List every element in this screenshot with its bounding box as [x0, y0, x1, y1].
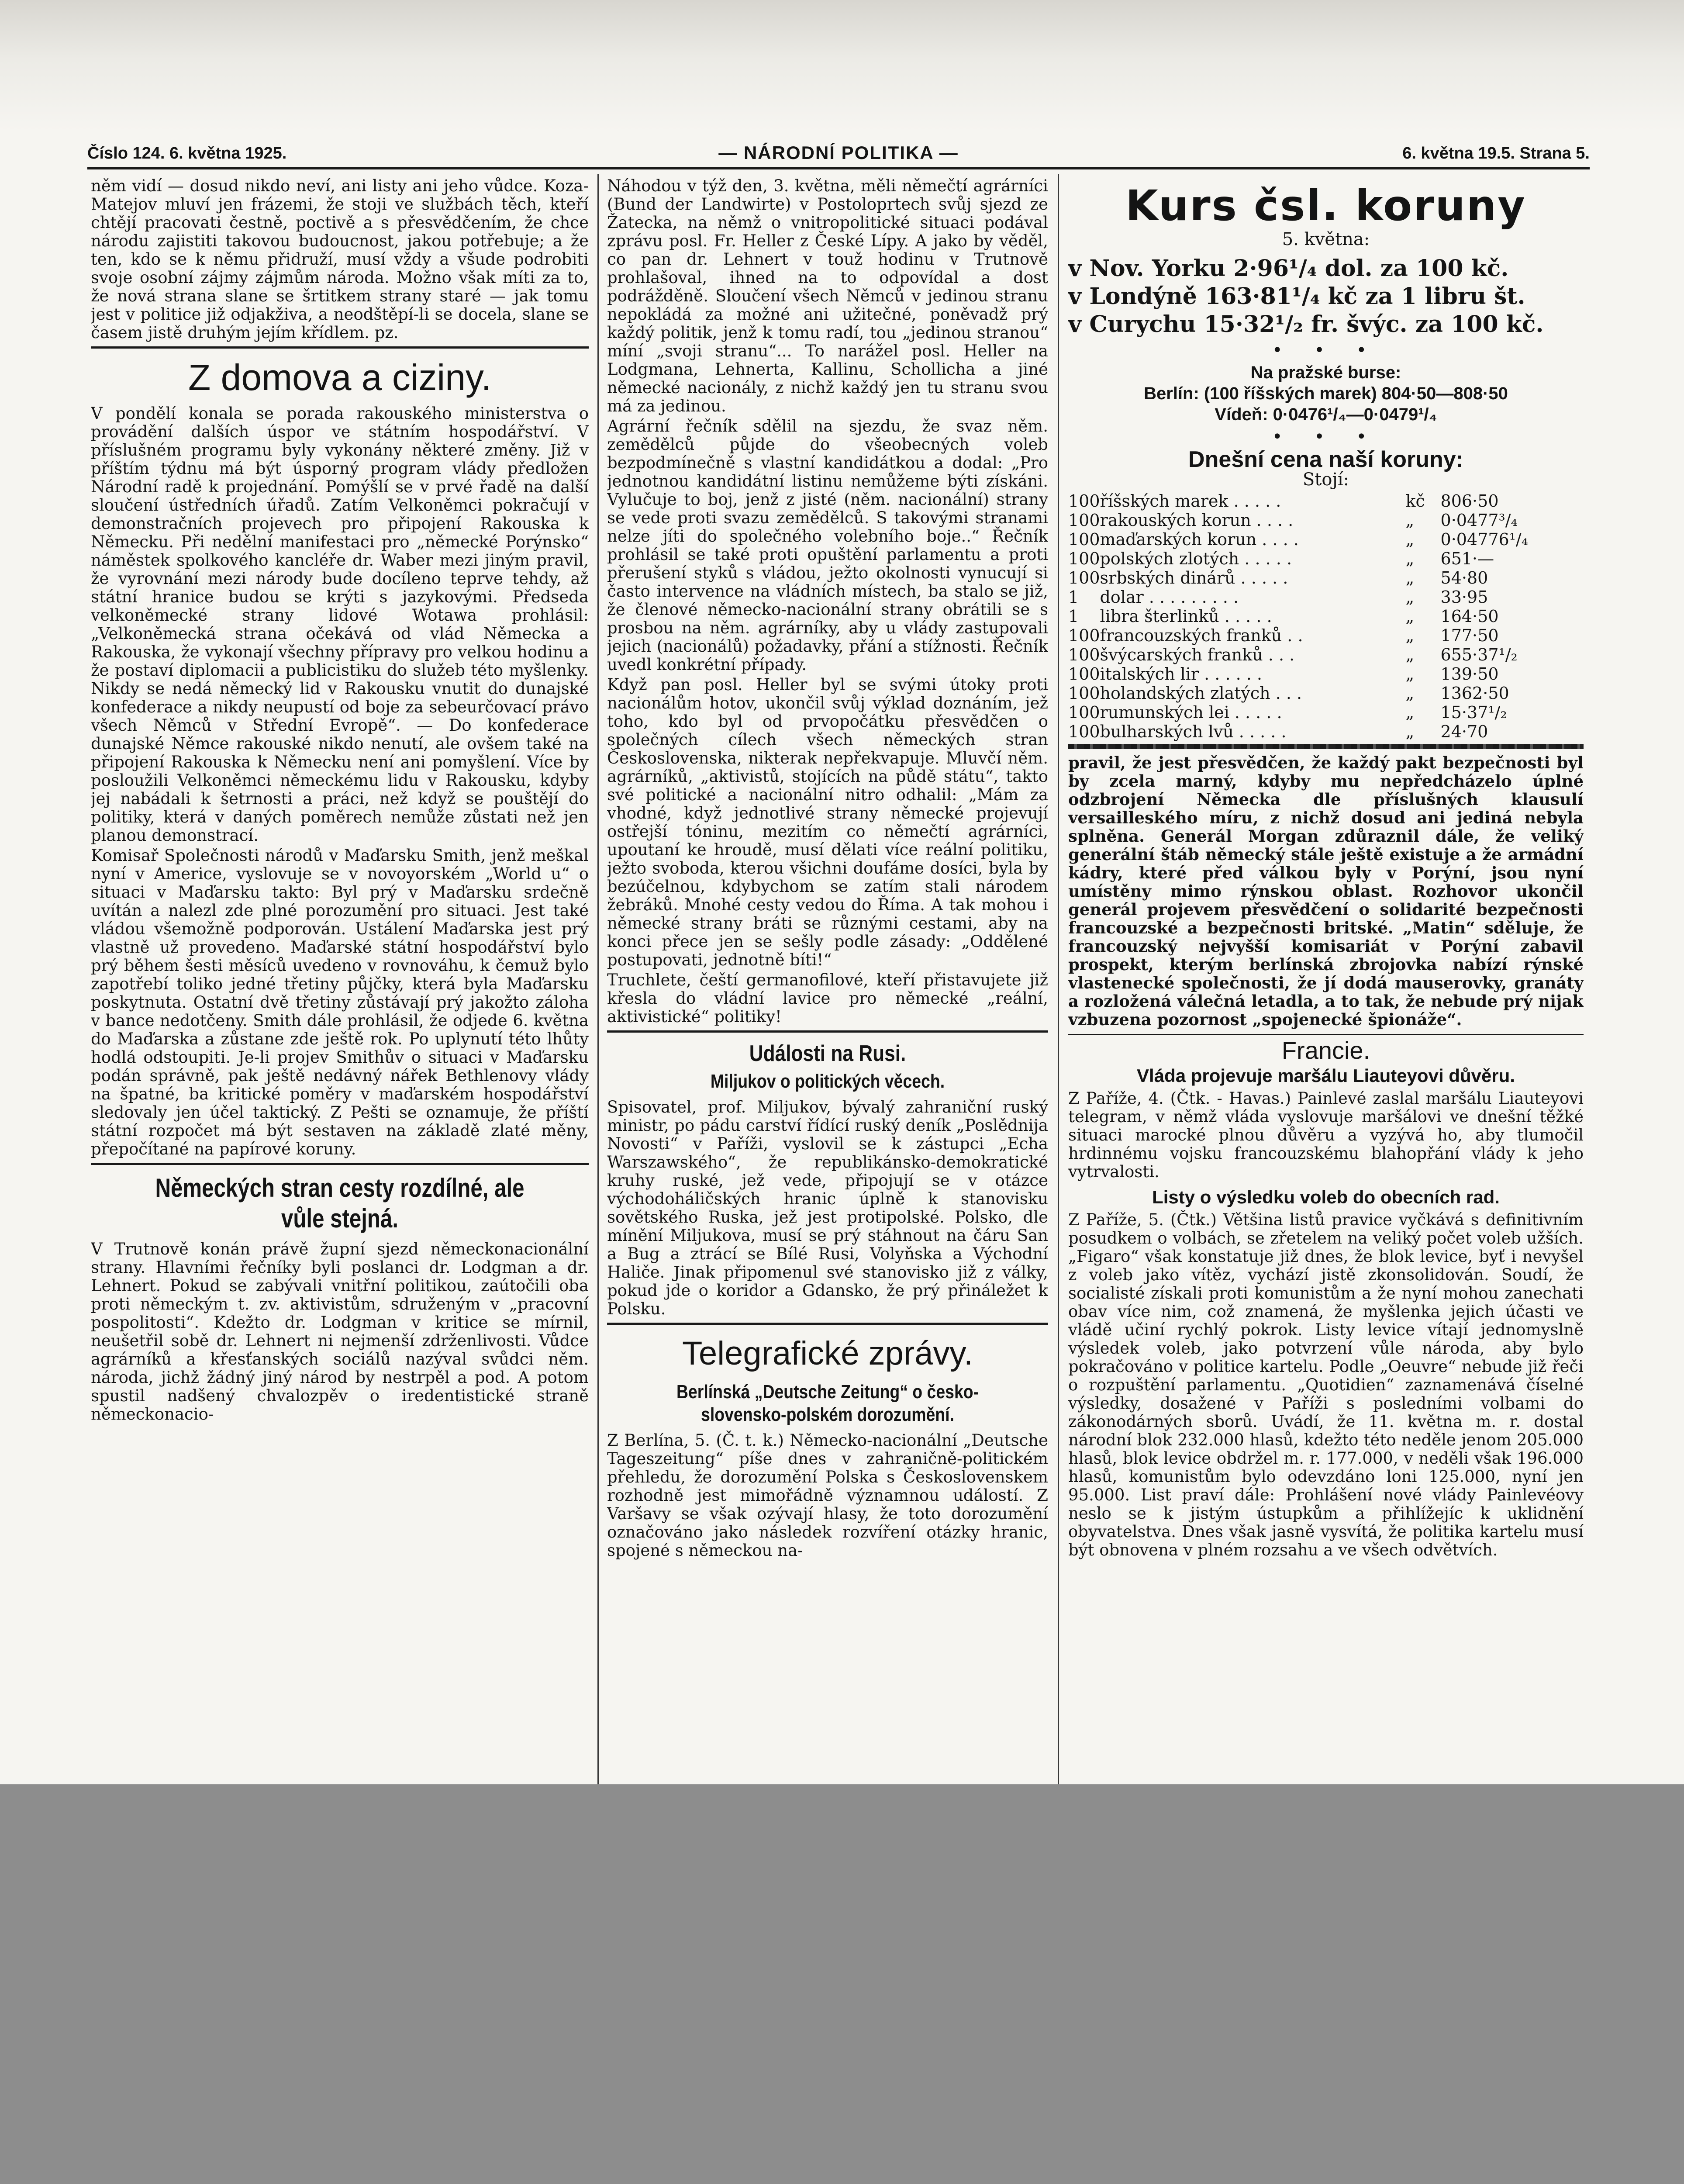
article-headline: Listy o výsledku voleb do obecních rad. — [1152, 1187, 1500, 1207]
column-right — [1068, 177, 1584, 1784]
currency-name: dolar . . . . . . . . . — [1100, 587, 1239, 607]
column-divider — [597, 174, 599, 1784]
currency-value: 54·80 — [1440, 568, 1488, 587]
currency-row — [1068, 722, 1584, 741]
burse-vienna: Vídeň: 0·0476¹/₄—0·0479¹/₄ — [1215, 405, 1437, 424]
currency-value: 1362·50 — [1440, 684, 1509, 703]
currency-value: 0·04776¹/₄ — [1440, 530, 1528, 549]
currency-row — [1068, 645, 1584, 664]
article-paragraph: Z Paříže, 4. (Čtk. - Havas.) Painlevé zaslal maršálu Liauteyovi telegram, v němž vláda vyslovuje maršálovi ve dnešní těžké situaci marocké plnou důvěru a vyzývá ho, aby tlumočil hrdinnému vojsku francouzskému blahopřání vlády k jeho vytrvalosti. — [1068, 1089, 1584, 1181]
scan-empty-area — [0, 1784, 1684, 2184]
dot-separator: • • • — [1272, 427, 1380, 447]
currency-table-subtitle: Stojí: — [1302, 470, 1349, 490]
section-divider — [91, 346, 589, 349]
currency-row — [1068, 568, 1584, 587]
page-number: 6. května 19.5. Strana 5. — [1402, 144, 1590, 162]
page-header — [87, 144, 1590, 166]
article-headline: Německých stran cesty rozdílné, ale vůle stejná. — [155, 1173, 525, 1233]
section-heading: Telegrafické zprávy. — [682, 1335, 973, 1372]
article-paragraph: Agrární řečník sdělil na sjezdu, že svaz něm. zemědělců půjde do všeobecných voleb bezpodmínečně s vlastní kandidátkou a dodal: „Pro jednotnou kandidátní listinu nemůžeme býti získáni. Vylučuje to boj, jenž z jisté (něm. nacionální) strany se vede proti svazu zemědělců. S takovými stranami nelze jíti do společného volebního boje..“ Řečník prohlásil se také proti opuštění parlamentu a proti přerušení styků s vládou, ježto okolnosti vynucují si často intervence na vládních místech, ba stalo se již, že členové německo-nacionální strany obrátili se s prosbou na něm. agrárníky, aby u vlády zastupovali jejich (nacionálů) požadavky, přání a stížnosti. Řečník uvedl konkrétní případy. — [607, 417, 1048, 674]
currency-amount: 100 — [1068, 549, 1100, 568]
currency-value: 15·37¹/₂ — [1440, 703, 1507, 722]
currency-amount: 100 — [1068, 568, 1100, 587]
currency-name: libra šterlinků . . . . . — [1100, 607, 1272, 626]
issue-number: Číslo 124. 6. května 1925. — [87, 144, 287, 162]
currency-amount: 100 — [1068, 511, 1100, 530]
article-paragraph: Z Paříže, 5. (Čtk.) Většina listů pravice vyčkává s definitivním posudkem o volbách, se zřetelem na veliký počet voleb užších. „Figaro“ však konstatuje již dnes, že blok levice, byť i nevyšel z voleb jako vítěz, vychází jistě zkonsolidován. Soudí, že socialisté získali proti komunistům a že nyní mohou zanechati obav více nim, což znamená, že myšlenka jejich účasti ve vládě učiní rychlý pokrok. Listy levice vítají jednomyslně výsledek voleb, jako potvrzení vůle národa, aby bylo pokračováno v politice kartelu. Podle „Oeuvre“ nebude již řeči o rozpuštění parlamentu. „Quotidien“ zaznamenává číselné výsledky, dosažené v Paříži s posledními volbami do zákonodárných sborů. Uvádí, že 11. května m. r. dostal národní blok 232.000 hlasů, kdežto této neděle jenom 205.000 hlasů, blok levice obdržel m. r. 177.000, v neděli však 196.000 hlasů, komunistům bylo odevzdáno loni 125.000, nyní jen 95.000. List praví dále: Prohlášení nové vlády Painlevéovy neslo se k jistým ústupkům a přihlížejíc k uklidnění obyvatelstva. Dnes však jasně vysvítá, že politika kartelu musí být obnovena v plném rozsahu a ve všech odvětvích. — [1068, 1210, 1584, 1559]
currency-value: 655·37¹/₂ — [1440, 645, 1518, 664]
section-divider — [607, 1323, 1048, 1325]
newspaper-title: — NÁRODNÍ POLITIKA — — [718, 142, 959, 163]
section-heading: Události na Rusi. — [749, 1041, 906, 1066]
currency-row — [1068, 664, 1584, 684]
rate-zurich: v Curychu 15·32¹/₂ fr. švýc. za 100 kč. — [1068, 311, 1544, 338]
currency-unit: „ — [1405, 549, 1415, 568]
currency-amount: 100 — [1068, 530, 1100, 549]
currency-value: 164·50 — [1440, 607, 1499, 626]
burse-berlin: Berlín: (100 říšských marek) 804·50—808·50 — [1144, 384, 1508, 403]
article-paragraph: Když pan posl. Heller byl se svými útoky proti nacionálům hotov, ukončil svůj výklad doznáním, jež toho, kdo byl od prvopočátku přesvědčen o společných cílech všech německých stran Československa, nikterak nepřekvapuje. Mluvčí něm. agrárníků, „aktivistů, stojících na půdě státu“, takto své politické a nacionální nitro odhalil: „Mám za vhodné, když jednotlivé strany německé projevují ostřejší tóninu, mezitím co němečtí agrárníci, upoutaní ke hroudě, musí dělati více reální politiku, ježto svoboda, kterou všichni doufáme dosíci, byla by bezúčelnou, kdybychom se zatím stali národem žebráků. Mnohé cesty vedou do Říma. A tak mohou i německé strany bráti se různými cestami, aby na konci přece jen se sešly podle zásady: „Oddělené postupovati, jednotně bíti!“ — [607, 675, 1048, 969]
article-paragraph: pravil, že jest přesvědčen, že každý pakt bezpečnosti byl by zcela marný, kdyby mu nepředcházelo úplné odzbrojení Německa dle příslušných klausulí versailleského míru, z nichž dosud ani jediná nebyla splněna. Generál Morgan zdůraznil dále, že veliký generální štáb německý stále ještě existuje a že armádní kádry, které před válkou byly v Porýní, jsou nyní umístěny mimo rýnskou oblast. Rozhovor ukončil generál projevem přesvědčení o solidarité bezpečnosti francouzské a bezpečnosti britské. „Matin“ sděluje, že francouzský nejvyšší komisariát v Porýní zabavil prospekt, kterým berlínská zbrojovka nabízí rýnské vlastenecké společnosti, že jí dodá mauserovky, granáty a rozložená válečná letadla, a to tak, že nebude prý nijak vzbuzena pozornost „spojenecké špionáže“. — [1068, 753, 1584, 1029]
currency-unit: „ — [1405, 530, 1415, 549]
currency-unit: „ — [1405, 684, 1415, 703]
currency-name: rumunských lei . . . . . — [1100, 703, 1282, 722]
dot-separator: • • • — [1272, 340, 1380, 360]
section-divider — [1068, 1034, 1584, 1035]
currency-amount: 1 — [1068, 587, 1079, 607]
column-middle — [607, 177, 1048, 1784]
burse-title: Na pražské burse: — [1250, 363, 1401, 382]
currency-amount: 100 — [1068, 491, 1100, 511]
currency-row — [1068, 626, 1584, 645]
currency-amount: 100 — [1068, 626, 1100, 645]
rate-london: v Londýně 163·81¹/₄ kč za 1 libru št. — [1068, 283, 1525, 310]
currency-name: rakouských korun . . . . — [1100, 511, 1294, 530]
currency-unit: „ — [1405, 626, 1415, 645]
currency-amount: 100 — [1068, 722, 1100, 741]
currency-row — [1068, 511, 1584, 530]
article-headline: Berlínská „Deutsche Zeitung“ o česko-slovensko-polském dorozumění. — [676, 1381, 979, 1425]
column-divider — [1058, 174, 1059, 1784]
exchange-rate-date: 5. května: — [1282, 229, 1370, 249]
article-paragraph: Spisovatel, prof. Miljukov, bývalý zahraniční ruský ministr, po pádu carství řídící ruský deník „Poslědnija Novosti“ v Paříži, vyslovil se k zástupci „Echa Warszawského“, že republikánsko-demokratické kruhy ruské, jež vede, připojují se v otázce východoháličských hranic úplně k stanovisku sovětského Ruska, jež jest protipolské. Polsko, dle mínění Miljukova, musí se prý stáhnout na čáru San a Bug a ztrácí se Bílé Rusi, Volyňska a Východní Haliče. Jinak připomenul své stanovisko již z války, pokud jde o koridor a Gdansko, že prý přináležet k Polsku. — [607, 1098, 1048, 1318]
currency-row — [1068, 530, 1584, 549]
currency-unit: „ — [1405, 587, 1415, 607]
article-paragraph: Náhodou v týž den, 3. května, měli němečtí agrárníci (Bund der Landwirte) v Postoloprtech svůj sjezd ze Žatecka, na němž o vnitropolitické situaci podával zprávu posl. Fr. Heller z České Lípy. A jako by věděl, co pan dr. Lehnert v touž hodinu v Trutnově prohlašoval, ihned na to odpovídal a dost podrážděně. Sloučení všech Němců v jedinou stranu nepokládá za možné ani užitečné, poněvadž prý každý politik, jenž k tomu radí, tou „jedinou stranou“ míní „svoji stranu“... To narážel posl. Heller na Lodgmana, Lehnerta, Kallinu, Schollicha a jiné německé nacionály, z nichž každý jen tu stranu svou má za jedinou. — [607, 177, 1048, 415]
currency-unit: „ — [1405, 607, 1415, 626]
currency-unit: „ — [1405, 645, 1415, 664]
section-divider — [607, 1030, 1048, 1033]
currency-unit: „ — [1405, 703, 1415, 722]
currency-value: 139·50 — [1440, 664, 1499, 684]
currency-name: polských zlotých . . . . . — [1100, 549, 1292, 568]
currency-name: říšských marek . . . . . — [1100, 491, 1281, 511]
article-paragraph: Komisař Společnosti národů v Maďarsku Smith, jenž meškal nyní v Americe, vyslovuje se v novoyorském „World u“ o situaci v Maďarsku takto: Byl prý v Maďarsku srdečně uvítán a nalezl zde plné porozumění pro situaci. Jest také vládou všemožně podporován. Ustálení Maďarska jest prý vlastně už provedeno. Maďarské státní hospodářství bylo prý během šesti měsíců uvedeno v rovnováhu, k čemuž bylo zapotřebí toliko jedné třetiny půjčky, která byla Maďarsku poskytnuta. Ostatní dvě třetiny zůstávají prý jakožto záloha v bance nedotčeny. Smith dále prohlásil, že odjede 6. května do Maďarska a zůstane zde ještě rok. Po uplynutí této lhůty hodlá odstoupiti. Je-li projev Smithův o situaci v Maďarsku podán správně, pak ještě nedávný nářek Bethlenovy vlády na špatné, ba kritické poměry v maďarském hospodářství sledovaly jen účel taktický. Z Pešti se oznamuje, že příští státní rozpočet má být sestaven na základě zlaté měny, přepočítané na papírové koruny. — [91, 846, 589, 1158]
currency-row — [1068, 587, 1584, 607]
currency-row — [1068, 703, 1584, 722]
currency-row — [1068, 549, 1584, 568]
currency-table — [1068, 491, 1584, 741]
currency-unit: kč — [1405, 491, 1425, 511]
currency-unit: „ — [1405, 511, 1415, 530]
article-paragraph: Z Berlína, 5. (Č. t. k.) Německo-nacionální „Deutsche Tageszeitung“ píše dnes v zahraničně-politickém přehledu, že dorozumění Polska s Československem rozhodně jest mimořádně významnou událostí. Z Varšavy se však ozývají hlasy, že toto dorozumění označováno jako následek rozvíření otázky hranic, spojené s německou na- — [607, 1431, 1048, 1560]
currency-amount: 100 — [1068, 645, 1100, 664]
currency-name: holandských zlatých . . . — [1100, 684, 1302, 703]
currency-amount: 100 — [1068, 703, 1100, 722]
currency-unit: „ — [1405, 722, 1415, 741]
currency-row — [1068, 607, 1584, 626]
section-heading: Z domova a ciziny. — [188, 357, 492, 398]
rate-new-york: v Nov. Yorku 2·96¹/₄ dol. za 100 kč. — [1068, 255, 1509, 282]
section-divider — [91, 1163, 589, 1165]
currency-value: 651·— — [1440, 549, 1494, 568]
article-paragraph: Truchlete, čeští germanofilové, kteří přistavujete již křesla do vládní lavice pro německé „reální, aktivistické“ politiky! — [607, 971, 1048, 1026]
currency-name: srbských dinárů . . . . . — [1100, 568, 1288, 587]
currency-row — [1068, 491, 1584, 511]
currency-name: maďarských korun . . . . — [1100, 530, 1299, 549]
currency-value: 0·0477³/₄ — [1440, 511, 1518, 530]
currency-amount: 100 — [1068, 664, 1100, 684]
article-headline: Vláda projevuje maršálu Liauteyovi důvěru. — [1137, 1065, 1515, 1086]
currency-value: 33·95 — [1440, 587, 1488, 607]
currency-unit: „ — [1405, 568, 1415, 587]
currency-row — [1068, 684, 1584, 703]
currency-value: 24·70 — [1440, 722, 1488, 741]
article-headline: Miljukov o politických věcech. — [710, 1071, 945, 1092]
article-paragraph: V pondělí konala se porada rakouského ministerstva o provádění dalších úspor ve státním hospodářství. V příslušném programu byly vykonány některé změny. Již v příštím týdnu má být úsporný program vlády předložen Národní radě k projednání. Pomýšlí se v prvé řadě na další sloučení ústředních úřadů. Zatím Velkoněmci pokračují v demonstračních projevech pro připojení Rakouska k Německu. Při nedělní manifestaci pro „německé Porýnsko“ náměstek spolkového kancléře dr. Waber mezi jiným pravil, že vyrovnání mezi národy bude docíleno teprve tehdy, až státní hranice budou se krýti s jazykovými. Předseda velkoněmecké strany lidové Wotawa prohlásil: „Velkoněmecká strana očekává od vlád Německa a Rakouska, že vykonají všechny přípravy pro velkou hodinu a že postaví diplomacii a publicistiku do služeb této myšlenky. Nikdy se nedá německý lid v Rakousku vnutit do dunajské konfederace a nikdy neupustí od boje za sebeurčovací právo všech Němců v Střední Evropě“. — Do konfederace dunajské Němce rakouské nikdo nenutí, ale ovšem také na připojení Rakouska k Německu není ani pomyšlení. Více by posloužili Velkoněmci německému lidu v Rakousku, kdyby jej nabádali k šetrnosti a práci, než když se pouštějí do politiky, která v daných poměrech nemůže zůstati než jen planou demonstrací. — [91, 404, 589, 845]
decorative-band — [1068, 744, 1584, 749]
exchange-rate-title: Kurs čsl. koruny — [1125, 181, 1526, 230]
currency-name: italských lir . . . . . . — [1100, 664, 1263, 684]
article-paragraph: V Trutnově konán právě župní sjezd německonacionální strany. Hlavními řečníky byli poslanci dr. Lodgman a dr. Lehnert. Pokud se zabývali vnitřní politikou, zaútočili oba proti německým t. zv. aktivistům, sdruženým v „pracovní pospolitosti“. Kdežto dr. Lodgman v kritice se mírnil, neušetřil sobě dr. Lehnert ni nejmenší zdrženlivosti. Vůdce agrárníků a křesťanských sociálů nazýval svůdci něm. národa, jichž žádný jiný národ by nestrpěl a pod. A potom spustil nadšený chvalozpěv o iredentistické straně německonacio- — [91, 1240, 589, 1424]
currency-amount: 100 — [1068, 684, 1100, 703]
currency-value: 177·50 — [1440, 626, 1499, 645]
currency-name: švýcarských franků . . . — [1100, 645, 1295, 664]
currency-name: francouzských franků . . — [1100, 626, 1303, 645]
currency-value: 806·50 — [1440, 491, 1499, 511]
currency-name: bulharských lvů . . . . . — [1100, 722, 1287, 741]
article-continuation: něm vidí — dosud nikdo neví, ani listy ani jeho vůdce. Koza-Matejov mluví jen frázemi, že stoji ve službách těch, kteří chtějí pracovati čestně, poctivě a s přesvědčením, že chce národu zajistiti takovou budoucnost, jakou potřebuje; a že ten, kdo se k němu přidruží, musí vždy a všude podrobiti svoje osobní zájmy zájmům národa. Možno však míti za to, že nová strana slane se šrtitkem strany staré — jak tomu jest v politice již odjakživa, a neodštěpí-li se docela, slane se časem jistě druhým jejím křídlem. pz. — [91, 177, 589, 342]
column-left — [91, 177, 589, 1784]
currency-unit: „ — [1405, 664, 1415, 684]
currency-amount: 1 — [1068, 607, 1079, 626]
section-heading: Francie. — [1281, 1037, 1370, 1064]
header-rule — [87, 167, 1590, 169]
currency-table-title: Dnešní cena naší koruny: — [1188, 447, 1463, 472]
